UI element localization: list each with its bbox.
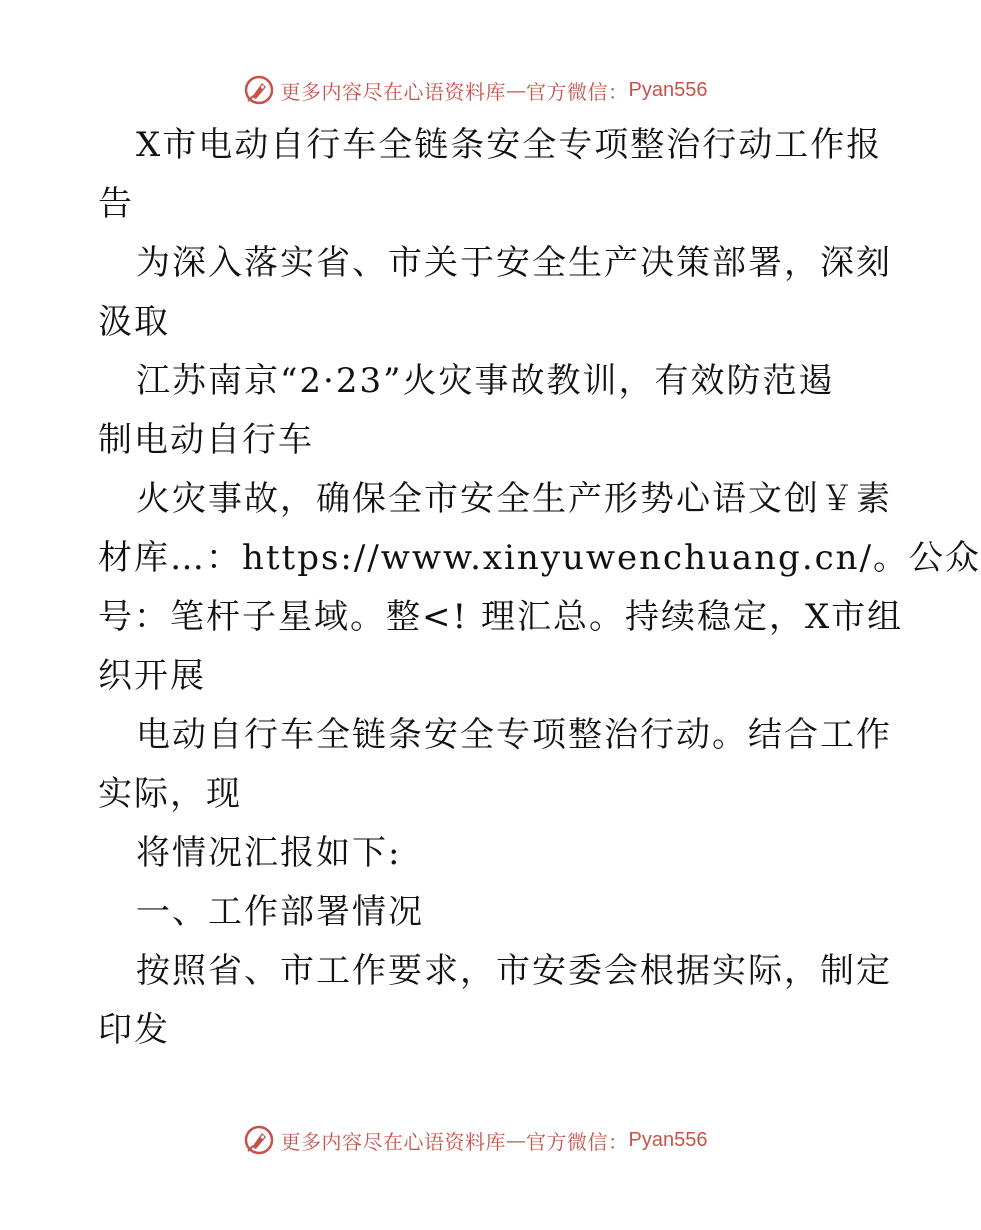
paragraph-line: 汲取 xyxy=(98,302,170,342)
watermark-wechat-id: Pyan556 xyxy=(628,78,708,101)
paragraph-line: 江苏南京“2·23”火灾事故教训，有效防范遏 xyxy=(136,361,835,401)
pen-nib-logo-icon xyxy=(243,1124,275,1156)
watermark-wechat-label: 官方微信： xyxy=(526,1129,629,1154)
paragraph-line: 按照省、市工作要求，市安委会根据实际，制定 xyxy=(136,951,892,991)
paragraph-line: 实际，现 xyxy=(98,774,242,814)
pen-nib-logo-icon xyxy=(243,74,275,106)
watermark-text: 更多内容尽在心语资料库 xyxy=(280,1129,507,1154)
watermark-separator: — xyxy=(506,78,527,102)
watermark-wechat-label: 官方微信： xyxy=(526,79,629,104)
watermark-wechat-id: Pyan556 xyxy=(628,1128,708,1151)
header-watermark xyxy=(0,70,950,110)
paragraph-line: 电动自行车全链条安全专项整治行动。结合工作 xyxy=(136,715,892,755)
footer-watermark xyxy=(0,1120,950,1160)
document-body xyxy=(98,116,981,1060)
watermark-text: 更多内容尽在心语资料库 xyxy=(280,79,507,104)
paragraph-line: 印发 xyxy=(98,1010,170,1050)
section-heading: 一、工作部署情况 xyxy=(136,892,424,932)
document-title-line-2: 告 xyxy=(98,184,134,224)
paragraph-line: 材库…：https://www.xinyuwenchuang.cn/。公众 xyxy=(98,538,981,578)
paragraph-line: 为深入落实省、市关于安全生产决策部署，深刻 xyxy=(136,243,892,283)
paragraph-line: 火灾事故，确保全市安全生产形势心语文创￥素 xyxy=(136,479,892,519)
document-title-line-1: X市电动自行车全链条安全专项整治行动工作报 xyxy=(136,125,883,165)
paragraph-line: 织开展 xyxy=(98,656,206,696)
watermark-separator: — xyxy=(506,1128,527,1152)
paragraph-line: 制电动自行车 xyxy=(98,420,314,460)
paragraph-line: 将情况汇报如下: xyxy=(136,833,402,873)
paragraph-line: 号：笔杆子星域。整<! 理汇总。持续稳定，X市组 xyxy=(98,597,904,637)
